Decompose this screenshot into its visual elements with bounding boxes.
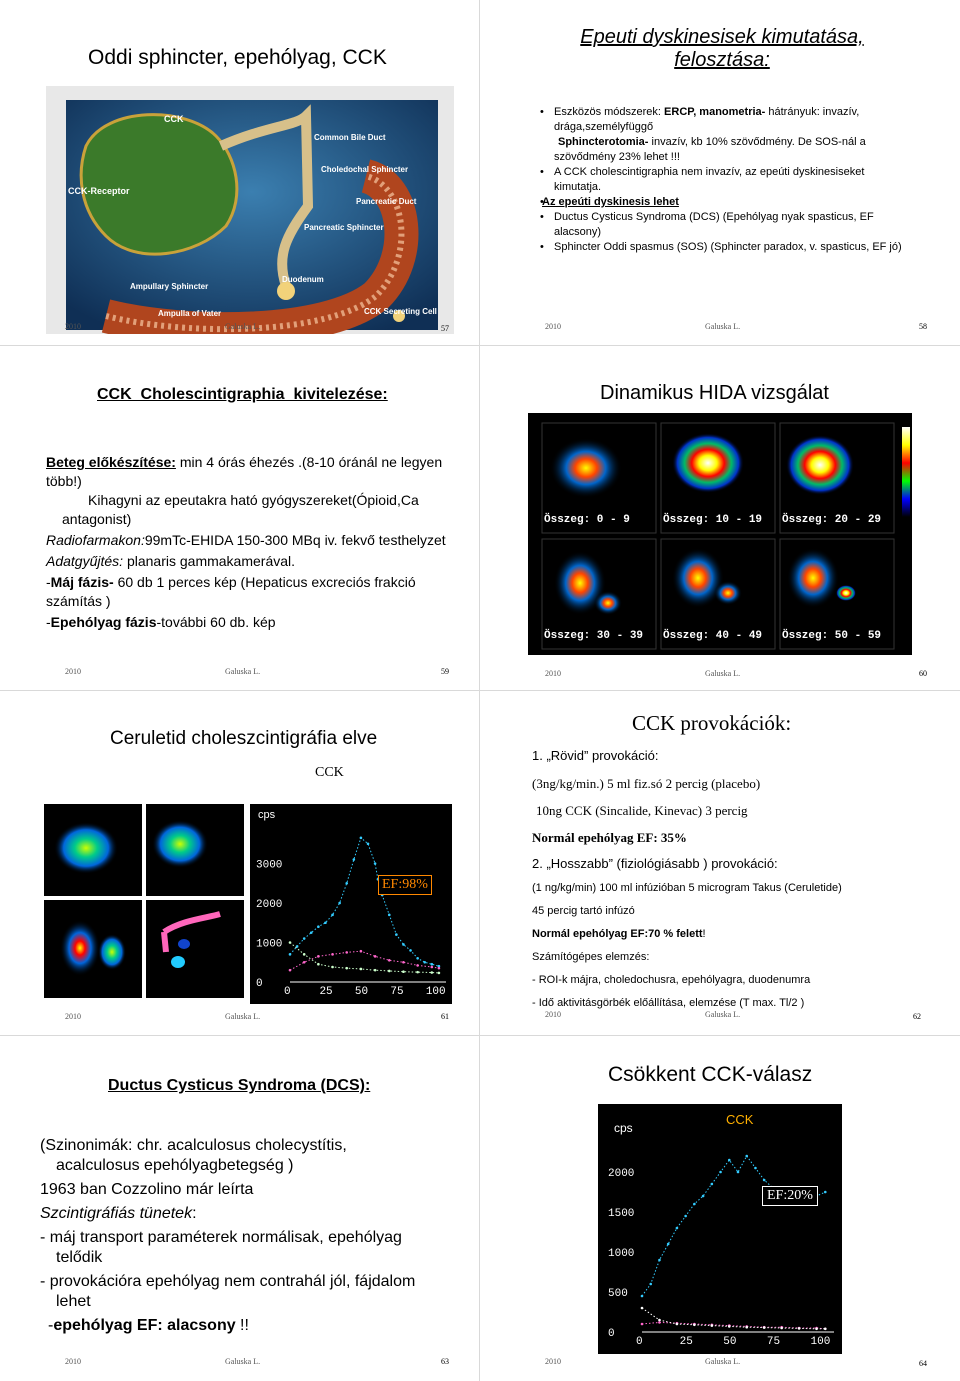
label-duodenum: Duodenum (282, 275, 324, 284)
data-point (345, 967, 348, 970)
data-acquisition: Adatgyűjtés: planaris gammakamerával. (46, 553, 296, 569)
slide-title: Csökkent CCK-válasz (608, 1063, 813, 1086)
page-number: 59 (441, 667, 449, 676)
y-tick-label: 0 (256, 978, 263, 990)
y-tick-label: 1000 (608, 1248, 635, 1260)
footer-year: 2010 (545, 1010, 561, 1019)
footer-author: Galuska L. (225, 322, 261, 331)
data-point (289, 941, 292, 944)
page-number: 62 (913, 1012, 921, 1021)
x-tick-label: 50 (723, 1336, 737, 1348)
radiopharmaceutical: Radiofarmakon:99mTc-EHIDA 150-300 MBq iv. fekvő testhelyzet (46, 532, 446, 548)
y-tick-label: 1500 (608, 1208, 635, 1220)
y-tick-label: 1000 (256, 938, 283, 951)
data-point (303, 937, 306, 940)
data-point (798, 1327, 801, 1330)
data-point (676, 1323, 679, 1326)
data-point (324, 921, 327, 924)
normal-ef-long: Normál epehólyag EF:70 % felett! (532, 928, 706, 940)
label-ampulla-of-vater: Ampulla of Vater (158, 309, 222, 318)
data-point (745, 1326, 748, 1329)
symptom-liver-line-1: - máj transport paraméterek normálisak, epehólyag (40, 1229, 402, 1246)
data-point (431, 971, 434, 974)
bullet-cholescintigraphia: • A CCK cholescintigraphia nem invazív, az epeúti dyskinesiseket kimutatja. (538, 165, 908, 195)
data-point (815, 1328, 818, 1331)
x-tick-label: 75 (390, 986, 404, 998)
short-provocation: 1. „Rövid” provokáció: (532, 748, 659, 763)
cck-dose-line: 10ng CCK (Sincalide, Kinevac) 3 percig (536, 803, 748, 818)
data-point (303, 961, 306, 964)
data-point (728, 1325, 731, 1328)
history-line: 1963 ban Cozzolino már leírta (40, 1181, 254, 1198)
data-point (367, 842, 370, 845)
footer-author: Galuska L. (225, 667, 261, 676)
frame-label-1: Összeg: 0 - 9 (544, 514, 630, 526)
cck-time-activity-chart (250, 804, 452, 1004)
data-point (374, 862, 377, 865)
footer-author: Galuska L. (705, 322, 741, 331)
data-point (310, 931, 313, 934)
symptom-provocation-line-1: - provokációra epehólyag nem contrahál jól, fájdalom (40, 1273, 416, 1290)
data-point (409, 949, 412, 952)
data-point (416, 957, 419, 960)
hida-frames-panel (528, 413, 912, 655)
data-point (824, 1191, 827, 1194)
data-point (745, 1155, 748, 1158)
slide-60 (480, 345, 960, 690)
slide-64 (480, 1035, 960, 1380)
x-tick-label: 100 (425, 986, 446, 998)
slide-title: CCK Cholescintigraphia kivitelezése: (97, 386, 388, 403)
chart-y-label: cps (258, 809, 276, 821)
slide-title (572, 26, 872, 72)
x-tick-label: 50 (354, 986, 369, 998)
data-point (641, 1295, 644, 1298)
slide-62 (480, 690, 960, 1035)
data-point (711, 1324, 714, 1327)
data-point (693, 1203, 696, 1206)
data-point (438, 972, 441, 975)
page-number: 60 (919, 669, 927, 678)
cck-scintigram-images (42, 802, 246, 1002)
data-point (289, 969, 292, 972)
procedure-text (46, 453, 446, 632)
slide-title: Ductus Cysticus Syndroma (DCS): (108, 1077, 371, 1094)
symptom-ef-low: -epehólyag EF: alacsony !! (48, 1317, 249, 1334)
slide-61 (0, 690, 480, 1035)
analysis-heading: Számítógépes elemzés: (532, 951, 650, 963)
data-point (649, 1283, 652, 1286)
data-point (824, 1328, 827, 1331)
x-tick-label: 0 (284, 986, 291, 998)
label-choledochal-sphincter: Choledochal Sphincter (321, 165, 409, 174)
data-point (658, 1319, 661, 1322)
data-point (360, 837, 363, 840)
y-tick-label: 2000 (608, 1168, 635, 1180)
data-point (303, 953, 306, 956)
roi-line: - ROI-k májra, choledochusra, epehólyagra, duodenumra (532, 974, 811, 986)
chart-y-label: cps (614, 1121, 633, 1135)
label-ampullary-sphincter: Ampullary Sphincter (130, 282, 209, 291)
symptom-liver-line-2: telődik (56, 1249, 103, 1266)
frame-label-3: Összeg: 20 - 29 (782, 514, 882, 526)
x-tick-label: 100 (810, 1336, 831, 1348)
data-point (360, 968, 363, 971)
reduced-cck-chart (598, 1104, 842, 1354)
data-point (667, 1243, 670, 1246)
title-line-1: Epeuti dyskinesisek kimutatása, (580, 26, 864, 48)
data-point (331, 953, 334, 956)
data-point (345, 882, 348, 885)
data-point (641, 1323, 644, 1326)
slide-title: Ceruletid choleszcintigráfia elve (110, 728, 378, 749)
footer-year: 2010 (65, 1012, 81, 1021)
frame-label-6: Összeg: 50 - 59 (782, 630, 882, 642)
data-point (431, 963, 434, 966)
sphincter-anatomy-illustration (46, 86, 454, 334)
data-point (388, 959, 391, 962)
medication-withdrawal: Kihagyni az epeutakra ható gyógyszereket(Ópioid,Ca antagonist) (62, 492, 419, 527)
symptom-provocation-line-2: lehet (56, 1293, 91, 1310)
x-tick-label: 0 (636, 1336, 643, 1348)
slide-title: Oddi sphincter, epehólyag, CCK (88, 46, 387, 69)
data-point (711, 1183, 714, 1186)
footer-author: Galuska L. (225, 1012, 261, 1021)
long-provocation: 2. „Hosszabb” (fiziológiásabb ) provokáció: (532, 856, 778, 871)
data-point (719, 1171, 722, 1174)
page-number: 64 (919, 1359, 927, 1368)
data-point (763, 1326, 766, 1329)
footer-author: Galuska L. (705, 1010, 741, 1019)
footer-year: 2010 (545, 1357, 561, 1366)
liver-phase: -Máj fázis- 60 db 1 perces kép (Hepaticus excreciós frakció számítás ) (46, 574, 416, 609)
data-point (374, 969, 377, 972)
data-point (763, 1179, 766, 1182)
page-number: 63 (441, 1357, 449, 1366)
frame-label-2: Összeg: 10 - 19 (663, 514, 763, 526)
normal-ef-short: Normál epehólyag EF: 35% (532, 830, 687, 845)
data-point (658, 1259, 661, 1262)
y-tick-label: 500 (608, 1288, 628, 1300)
data-point (317, 963, 320, 966)
data-point (360, 950, 363, 953)
footer-author: Galuska L. (705, 1357, 741, 1366)
page-number: 57 (441, 324, 449, 333)
frame-label-4: Összeg: 30 - 39 (544, 630, 644, 642)
data-point (289, 953, 292, 956)
page-number: 61 (441, 1012, 449, 1021)
footer-author: Galuska L. (225, 1357, 261, 1366)
data-point (395, 933, 398, 936)
curve-line: - Idő aktivitásgörbék előállítása, elemzése (T max. Tl/2 ) (532, 997, 805, 1009)
data-point (702, 1195, 705, 1198)
label-cck-receptor: CCK-Receptor (68, 186, 130, 196)
data-point (388, 970, 391, 973)
data-point (684, 1215, 687, 1218)
data-point (374, 955, 377, 958)
data-point (388, 914, 391, 917)
data-point (416, 971, 419, 974)
data-point (402, 970, 405, 973)
footer-year: 2010 (65, 667, 81, 676)
hida-frames-grid (528, 413, 900, 655)
y-tick-label: 3000 (256, 859, 283, 872)
placebo-line: (3ng/kg/min.) 5 ml fiz.só 2 percig (placebo) (532, 776, 761, 791)
footer-year: 2010 (65, 322, 81, 331)
synonyms-line-2: acalculosus epehólyagbetegség ) (56, 1157, 294, 1174)
frame-label-5: Összeg: 40 - 49 (663, 630, 763, 642)
page-number: 58 (919, 322, 927, 331)
bullet-sos: • Sphincter Oddi spasmus (SOS) (Sphincter paradox, v. spasticus, EF jó) (538, 240, 908, 255)
infusion-line: (1 ng/kg/min) 100 ml infúzióban 5 microgram Takus (Ceruletide) (532, 882, 842, 894)
data-point (317, 925, 320, 928)
gallbladder-phase: -Epehólyag fázis-további 60 db. kép (46, 614, 276, 630)
slide-title: CCK provokációk: (632, 711, 792, 735)
label-pancreatic-sphincter: Pancreatic Sphincter (304, 223, 384, 232)
data-point (331, 914, 334, 917)
bullet-methods: • Eszközös módszerek: ERCP, manometria- hátrányuk: invazív, drága,személyfüggő Sphincterotomia- invazív, kb 10% szövődmény. De SOS-nál a szövődmény 23% lehet !!! (538, 105, 908, 165)
title-line-2: felosztása: (674, 49, 770, 71)
x-tick-label: 25 (319, 986, 333, 998)
data-point (676, 1227, 679, 1230)
dcs-text (40, 1136, 460, 1336)
y-tick-label: 2000 (256, 899, 283, 911)
label-pancreatic-duct: Pancreatic Duct (356, 197, 417, 206)
footer-author: Galuska L. (705, 669, 741, 678)
data-point (338, 902, 341, 905)
footer-year: 2010 (545, 322, 561, 331)
label-cck: CCK (164, 114, 184, 124)
slide-title: Dinamikus HIDA vizsgálat (600, 382, 829, 404)
data-point (431, 966, 434, 969)
data-point (402, 943, 405, 946)
subheading: • Az epeúti dyskinesis lehet (538, 195, 908, 210)
slide-57 (0, 0, 480, 345)
slide-59 (0, 345, 480, 690)
data-point (754, 1167, 757, 1170)
patient-preparation: Beteg előkészítése: min 4 órás éhezés .(8-10 óránál ne legyen több!) (46, 454, 443, 489)
synonyms-line-1: (Szinonimák: chr. acalculosus cholecystítis, (40, 1137, 347, 1154)
slide-63 (0, 1035, 480, 1380)
slide-58 (480, 0, 960, 345)
data-point (693, 1324, 696, 1327)
color-scale-bar (902, 427, 910, 517)
footer-year: 2010 (65, 1357, 81, 1366)
y-tick-label: 0 (608, 1328, 615, 1340)
data-point (438, 967, 441, 970)
ef-badge: EF:20% (762, 1186, 818, 1206)
data-point (728, 1159, 731, 1162)
data-point (737, 1171, 740, 1174)
data-point (780, 1327, 783, 1330)
bullet-dcs: • Ductus Cysticus Syndroma (DCS) (Epehólyag nyak spasticus, EF alacsony) (538, 210, 908, 240)
x-tick-label: 25 (679, 1336, 693, 1348)
cck-label: CCK (726, 1112, 754, 1127)
data-point (416, 964, 419, 967)
data-point (641, 1307, 644, 1310)
data-point (317, 955, 320, 958)
data-point (402, 961, 405, 964)
footer-year: 2010 (545, 669, 561, 678)
infusion-duration: 45 percig tartó infúzó (532, 905, 635, 917)
x-tick-label: 75 (766, 1336, 781, 1348)
symptoms-heading: Szcintigráfiás tünetek: (40, 1205, 197, 1222)
label-common-bile-duct: Common Bile Duct (314, 133, 386, 142)
label-cck-secreting-cell: CCK Secreting Cell (364, 307, 437, 316)
data-point (658, 1321, 661, 1324)
data-point (353, 858, 356, 861)
bullet-list (538, 105, 908, 255)
data-point (345, 951, 348, 954)
cck-label: CCK (315, 765, 344, 780)
ef-badge: EF:98% (378, 875, 432, 895)
data-point (331, 966, 334, 969)
data-point (423, 961, 426, 964)
